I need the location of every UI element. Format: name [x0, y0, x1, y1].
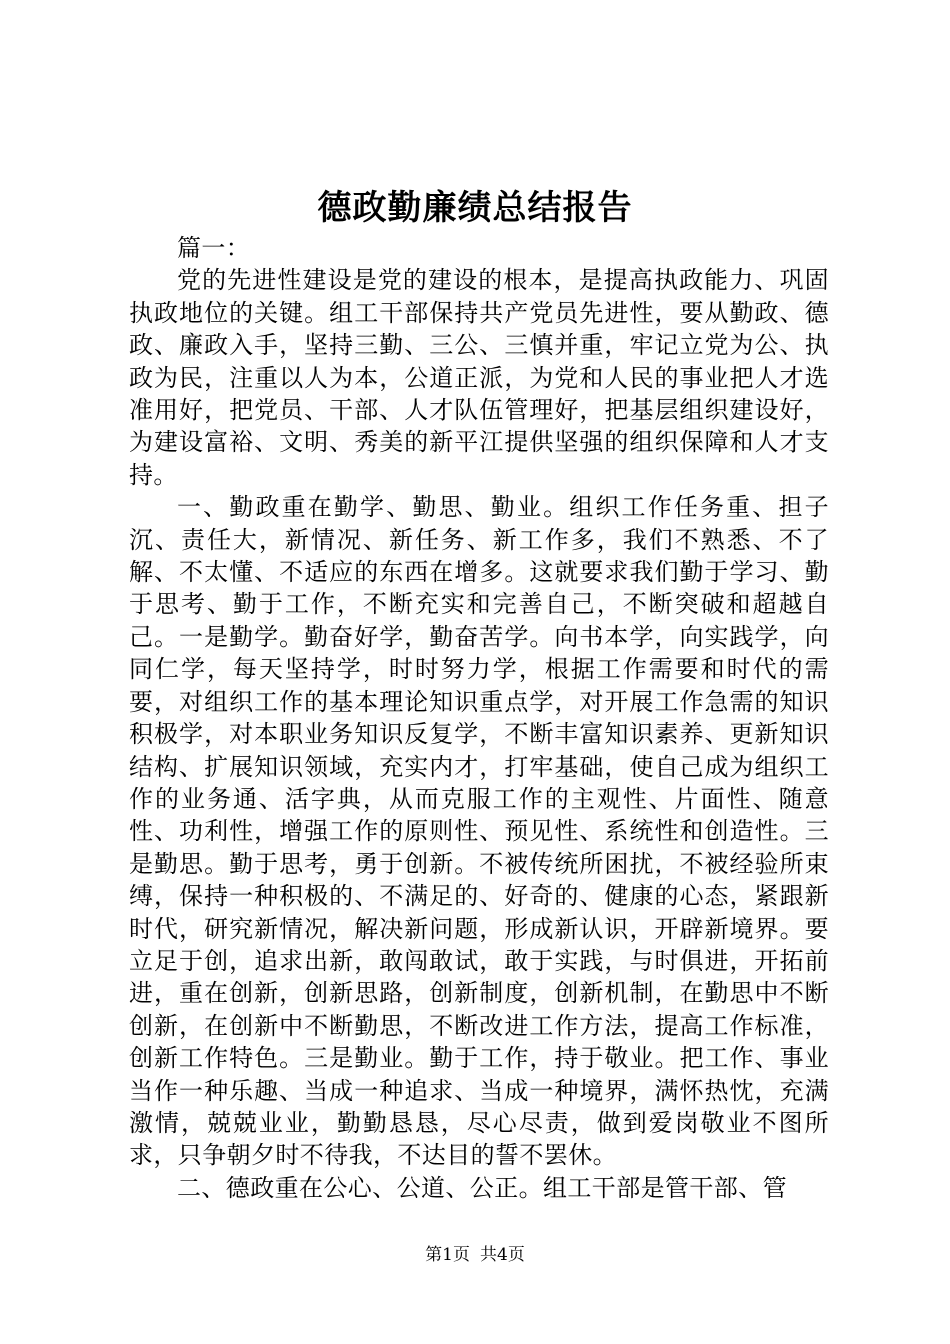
document-title: 德政勤廉绩总结报告	[317, 188, 633, 228]
document-body	[129, 232, 829, 1204]
page-total: 共4页	[480, 1245, 525, 1265]
section-two-paragraph: 二、德政重在公心、公道、公正。组工干部是管干部、管	[177, 1173, 787, 1202]
page-number: 第1页	[425, 1245, 470, 1265]
section-one-paragraph: 一、勤政重在勤学、勤思、勤业。组织工作任务重、担子沉、责任大，新情况、新任务、新工作多，我们不熟悉、不了解、不太懂、不适应的东西在增多。这就要求我们勤于学习、勤于思考、勤于工作，不断充实和完善自己，不断突破和超越自己。一是勤学。勤奋好学，勤奋苦学。向书本学，向实践学，向同仁学，每天坚持学，时时努力学，根据工作需要和时代的需要，对组织工作的基本理论知识重点学，对开展工作急需的知识积极学，对本职业务知识反复学，不断丰富知识素养、更新知识结构、扩展知识领域，充实内才，打牢基础，使自己成为组织工作的业务通、活字典，从而克服工作的主观性、片面性、随意性、功利性，增强工作的原则性、预见性、系统性和创造性。三是勤思。勤于思考，勇于创新。不被传统所困扰，不被经验所束缚，保持一种积极的、不满足的、好奇的、健康的心态，紧跟新时代，研究新情况，解决新问题，形成新认识，开辟新境界。要立足于创，追求出新，敢闯敢试，敢于实践，与时俱进，开拓前进，重在创新，创新思路，创新制度，创新机制，在勤思中不断创新，在创新中不断勤思，不断改进工作方法，提高工作标准，创新工作特色。三是勤业。勤于工作，持于敬业。把工作、事业当作一种乐趣、当成一种追求、当成一种境界，满怀热忱，充满激情，兢兢业业，勤勤恳恳，尽心尽责，做到爱岗敬业不图所求，只争朝夕时不待我，不达目的誓不罢休。	[129, 493, 829, 1170]
intro-paragraph: 党的先进性建设是党的建设的根本，是提高执政能力、巩固执政地位的关键。组工干部保持共产党员先进性，要从勤政、德政、廉政入手，坚持三勤、三公、三慎并重，牢记立党为公、执政为民，注重以人为本，公道正派，为党和人民的事业把人才选准用好，把党员、干部、人才队伍管理好，把基层组织建设好，为建设富裕、文明、秀美的新平江提供坚强的组织保障和人才支持。	[129, 266, 829, 489]
section-label: 篇一：	[177, 234, 251, 262]
page-footer	[0, 1243, 950, 1267]
